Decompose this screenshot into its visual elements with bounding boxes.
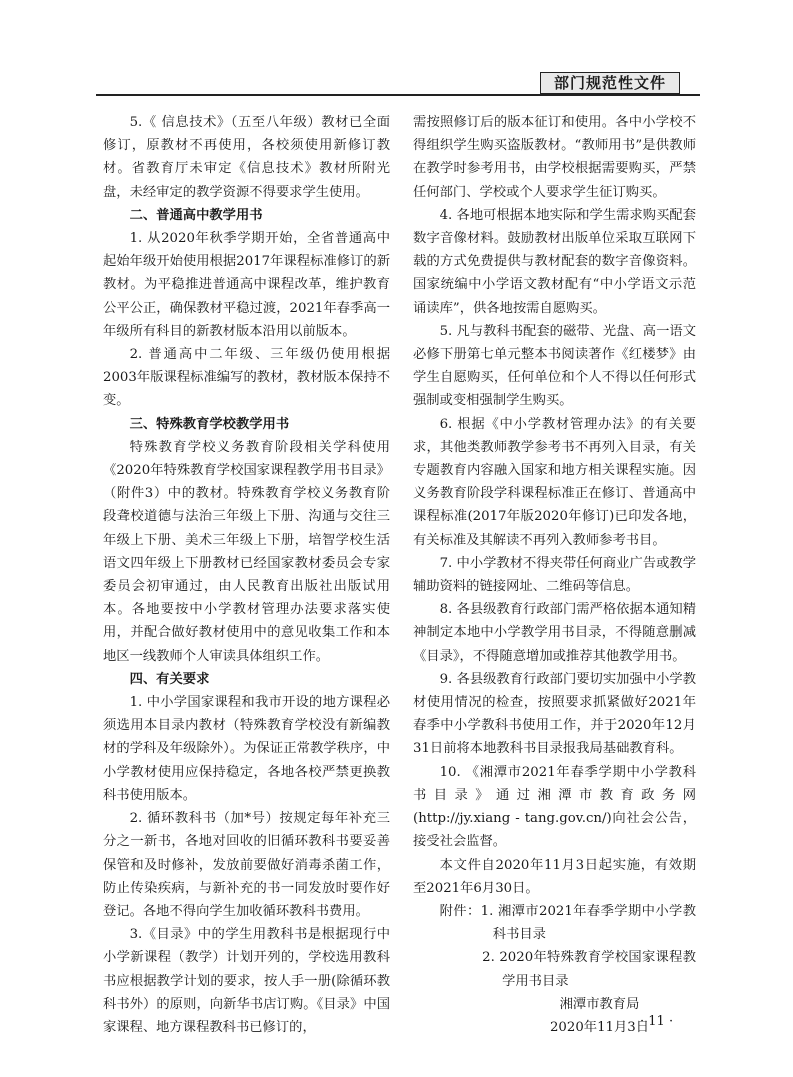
paragraph: 5. 凡与教科书配套的磁带、光盘、高一语文必修下册第七单元整本书阅读著作《红楼梦》由学生自愿购买，任何单位和个人不得以任何形式强制或变相强制学生购买。	[413, 323, 696, 409]
paragraph: 2. 循环教科书（加*号）按规定每年补充三分之一新书，各地对回收的旧循环教科书要妥善保管和及时修补，发放前要做好消毒杀菌工作，防止传染疾病，与新补充的书一同发放时要作好登记。各地不得向学生加收循环教科书费用。	[103, 811, 390, 919]
paragraph: 需按照修订后的版本征订和使用。各中小学校不得组织学生购买盗版教材。“教师用书”是供教师在教学时参考用书，由学校根据需要购买，严禁任何部门、学校或个人要求学生征订购买。	[413, 115, 696, 200]
section-heading: 四、有关要求	[129, 671, 210, 687]
left-column	[103, 111, 390, 1039]
paragraph: 5.《 信息技术》（五至八年级）教材已全面修订，原教材不再使用，各校须使用新修订教材。省教育厅未审定《信息技术》教材所附光盘，未经审定的教学资源不得要求学生使用。	[103, 115, 390, 200]
signature-date: 2020年11月3日	[549, 1019, 650, 1035]
section-label: 部门规范性文件	[540, 72, 680, 94]
attachment-item: 附件：1. 湘潭市2021年春季学期中小学教科书目录	[439, 903, 696, 943]
right-column	[413, 111, 696, 1039]
attachment-item: 2. 2020年特殊教育学校国家课程教学用书目录	[482, 950, 696, 989]
paragraph: 9. 各县级教育行政部门要切实加强中小学教材使用情况的检查，按照要求抓紧做好2021年春季中小学教科书使用工作，并于2020年12月31日前将本地教科书目录报我局基础教育科。	[413, 671, 696, 757]
paragraph: 本文件自2020年11月3日起实施，有效期至2021年6月30日。	[413, 857, 696, 896]
paragraph: 7. 中小学教材不得夹带任何商业广告或教学辅助资料的链接网址、二维码等信息。	[413, 555, 696, 595]
paragraph: 4. 各地可根据本地实际和学生需求购买配套数字音像材料。鼓励教材出版单位采取互联网下载的方式免费提供与教材配套的数字音像资料。国家统编中小学语文教材配有“中小学语文示范诵读库”，供各地按需自愿购买。	[413, 207, 696, 316]
paragraph: 2. 普通高中二年级、三年级仍使用根据2003年版课程标准编写的教材，教材版本保持不变。	[103, 347, 390, 409]
paragraph: 特殊教育学校义务教育阶段相关学科使用《2020年特殊教育学校国家课程教学用书目录》（附件3）中的教材。特殊教育学校义务教育阶段聋校道德与法治三年级上下册、沟通与交往三年级上下册、美术三年级上下册，培智学校生活语文四年级上下册教材已经国家教材委员会专家委员会初审通过，由人民教育出版社出版试用本。各地要按中小学教材管理办法要求落实使用，并配合做好教材使用中的意见收集工作和本地区一线教师个人审读具体组织工作。	[103, 439, 390, 664]
section-heading: 三、特殊教育学校教学用书	[129, 416, 290, 432]
paragraph: 1. 中小学国家课程和我市开设的地方课程必须选用本目录内教材（特殊教育学校没有新编教材的学科及年级除外）。为保证正常教学秩序，中小学教材使用应保持稳定，各地各校严禁更换教科书使用版本。	[103, 695, 390, 803]
paragraph: 6. 根据《中小学教材管理办法》的有关要求，其他类教师教学参考书不再列入目录，有关专题教育内容融入国家和地方相关课程实施。因义务教育阶段学科课程标准正在修订、普通高中课程标准(2017年版2020年修订)已印发各地，有关标准及其解读不再列入教师参考书目。	[413, 416, 696, 548]
paragraph: 1. 从2020年秋季学期开始，全省普通高中起始年级开始使用根据2017年课程标准修订的新教材。为平稳推进普通高中课程改革，维护教育公平公正，确保教材平稳过渡，2021年春季高一年级所有科目的新教材版本沿用以前版本。	[103, 231, 390, 339]
signature-org: 湘潭市教育局	[559, 996, 640, 1012]
paragraph: 10. 《湘潭市2021年春季学期中小学教科书目录》通过湘潭市教育政务网(http://jy.xiang - tang.gov.cn/)向社会公告，接受社会监督。	[413, 764, 696, 850]
header-rule	[96, 94, 700, 96]
paragraph: 3.《目录》中的学生用教科书是根据现行中小学新课程（教学）计划开列的，学校选用教科书应根据教学计划的要求，按人手一册(除循环教科书外）的原则，向新华书店订购。《目录》中国家课程、地方课程教科书已修订的，	[103, 927, 390, 1035]
paragraph: 8. 各县级教育行政部门需严格依据本通知精神制定本地中小学教学用书目录，不得随意删减《目录》，不得随意增加或推荐其他教学用书。	[413, 602, 696, 664]
page-number: · 11 ·	[640, 1014, 674, 1029]
section-heading: 二、普通高中教学用书	[129, 207, 263, 223]
